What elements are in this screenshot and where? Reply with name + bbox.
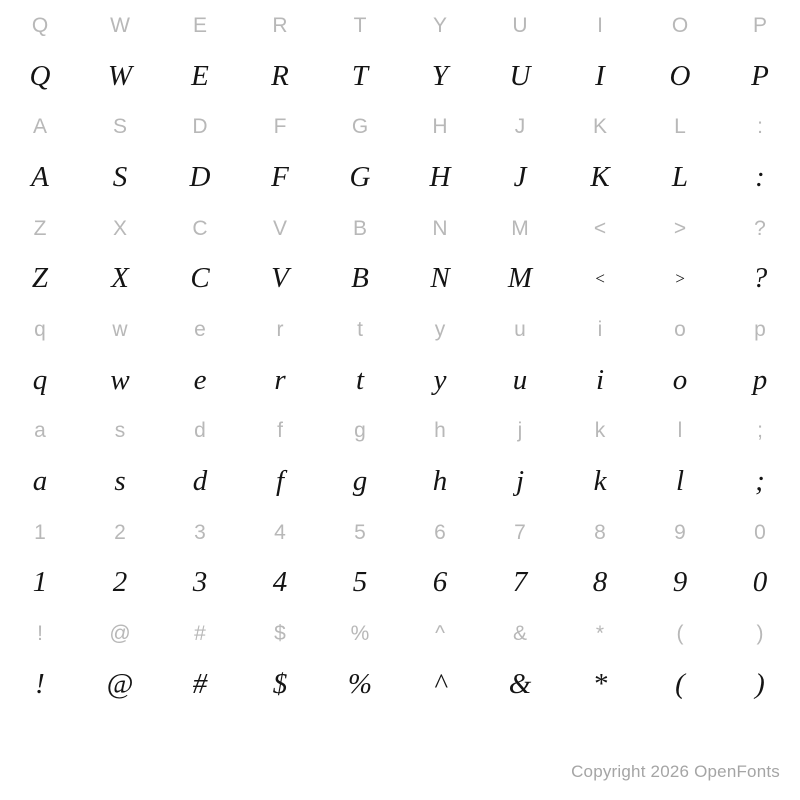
key-label: H	[432, 115, 448, 139]
glyph-sample: E	[191, 59, 209, 92]
key-label: 1	[34, 520, 46, 544]
key-label: r	[276, 317, 284, 341]
glyph-sample: X	[111, 262, 129, 295]
key-label: D	[192, 115, 208, 139]
key-label: @	[109, 622, 131, 646]
glyph-sample: W	[107, 59, 133, 92]
key-label: *	[595, 622, 605, 646]
glyph-sample: !	[35, 667, 45, 700]
key-label: 9	[674, 520, 686, 544]
glyph-sample: p	[752, 363, 768, 396]
glyph-sample: (	[675, 667, 685, 700]
glyph-sample: 8	[592, 566, 608, 599]
key-label: F	[273, 115, 287, 139]
glyph-sample: g	[352, 465, 368, 498]
key-label: 6	[434, 520, 446, 544]
glyph-sample: U	[509, 59, 531, 92]
key-label: P	[752, 13, 767, 37]
key-label: C	[192, 216, 208, 240]
key-label: a	[34, 419, 46, 443]
glyph-sample: l	[675, 465, 685, 498]
key-label: L	[674, 115, 686, 139]
key-label: f	[277, 419, 283, 443]
key-label: $	[274, 622, 286, 646]
key-label: E	[192, 13, 207, 37]
key-label: >	[673, 216, 687, 240]
key-label: N	[432, 216, 448, 240]
glyph-sample: 5	[352, 566, 368, 599]
key-label: B	[352, 216, 367, 240]
glyph-sample: P	[751, 59, 769, 92]
glyph-sample: O	[669, 59, 691, 92]
glyph-sample: i	[595, 363, 605, 396]
glyph-sample: <	[594, 269, 606, 289]
key-label: A	[32, 115, 47, 139]
key-label: q	[34, 317, 46, 341]
key-label: 3	[194, 520, 206, 544]
glyph-sample: S	[112, 160, 128, 193]
copyright-notice: Copyright 2026 OpenFonts	[571, 762, 780, 781]
key-label: i	[597, 317, 603, 341]
key-label: )	[756, 622, 764, 646]
glyph-sample: D	[189, 160, 211, 193]
glyph-sample: k	[593, 465, 607, 498]
key-label: d	[194, 419, 206, 443]
key-label: h	[434, 419, 446, 443]
glyph-sample: h	[432, 465, 448, 498]
key-label: W	[110, 13, 130, 37]
glyph-sample: 3	[192, 566, 208, 599]
key-label: ?	[754, 216, 766, 240]
glyph-sample: ^	[433, 667, 447, 700]
key-label: <	[593, 216, 607, 240]
key-label: u	[514, 317, 526, 341]
glyph-sample: T	[351, 59, 369, 92]
key-label: K	[592, 115, 607, 139]
key-label: %	[350, 622, 370, 646]
key-label: j	[517, 419, 523, 443]
glyph-sample: o	[672, 363, 688, 396]
glyph-sample: J	[513, 160, 527, 193]
key-label: R	[272, 13, 288, 37]
glyph-sample: 0	[752, 566, 768, 599]
glyph-sample: d	[192, 465, 208, 498]
key-label: X	[112, 216, 127, 240]
key-label: o	[674, 317, 686, 341]
key-label: !	[37, 622, 43, 646]
glyph-sample: y	[433, 363, 447, 396]
glyph-sample: e	[193, 363, 207, 396]
glyph-sample: >	[674, 269, 686, 289]
glyph-sample: q	[32, 363, 48, 396]
glyph-sample: I	[595, 59, 605, 92]
key-label: 8	[594, 520, 606, 544]
key-label: p	[754, 317, 766, 341]
glyph-sample: f	[275, 465, 285, 498]
key-label: e	[194, 317, 206, 341]
glyph-sample: 4	[272, 566, 288, 599]
glyph-sample: u	[512, 363, 528, 396]
key-label: G	[351, 115, 369, 139]
key-label: Z	[33, 216, 47, 240]
key-label: M	[511, 216, 529, 240]
glyph-sample: B	[351, 262, 369, 295]
key-label: ;	[757, 419, 763, 443]
glyph-sample: M	[507, 262, 533, 295]
key-label: S	[112, 115, 127, 139]
glyph-sample: Z	[31, 262, 49, 295]
glyph-sample: r	[274, 363, 286, 396]
key-label: &	[512, 622, 527, 646]
key-label: g	[354, 419, 366, 443]
glyph-sample: )	[755, 667, 765, 700]
glyph-sample: 7	[512, 566, 528, 599]
glyph-sample: w	[110, 363, 130, 396]
key-label: :	[757, 115, 763, 139]
key-label: y	[434, 317, 446, 341]
glyph-sample: %	[347, 667, 373, 700]
key-label: Y	[432, 13, 447, 37]
key-label: 4	[274, 520, 286, 544]
key-label: ^	[435, 622, 445, 646]
key-label: #	[194, 622, 206, 646]
glyph-sample: Y	[431, 59, 449, 92]
glyph-sample: $	[272, 667, 288, 700]
glyph-sample: V	[271, 262, 289, 295]
key-label: V	[272, 216, 287, 240]
glyph-sample: H	[429, 160, 451, 193]
glyph-sample: @	[106, 667, 134, 700]
glyph-sample: :	[755, 160, 765, 193]
key-label: s	[114, 419, 126, 443]
key-label: 7	[514, 520, 526, 544]
glyph-sample: ;	[755, 465, 765, 498]
key-label: t	[357, 317, 363, 341]
glyph-sample: 9	[672, 566, 688, 599]
glyph-sample: 6	[432, 566, 448, 599]
key-label: l	[677, 419, 683, 443]
glyph-sample: N	[430, 262, 450, 295]
key-label: I	[597, 13, 603, 37]
glyph-sample: C	[190, 262, 210, 295]
glyph-sample: G	[349, 160, 371, 193]
glyph-sample: &	[508, 667, 532, 700]
glyph-sample: t	[355, 363, 365, 396]
key-label: U	[512, 13, 528, 37]
key-label: (	[676, 622, 684, 646]
glyph-sample: Q	[29, 59, 51, 92]
glyph-sample: R	[271, 59, 289, 92]
glyph-sample: *	[592, 667, 608, 700]
glyph-sample: L	[671, 160, 689, 193]
glyph-sample: 2	[112, 566, 128, 599]
key-label: T	[353, 13, 367, 37]
glyph-sample: #	[192, 667, 208, 700]
key-label: w	[112, 317, 128, 341]
key-label: 0	[754, 520, 766, 544]
key-label: 2	[114, 520, 126, 544]
key-label: Q	[31, 13, 49, 37]
glyph-sample: a	[32, 465, 48, 498]
glyph-sample: K	[590, 160, 610, 193]
key-label: k	[594, 419, 606, 443]
glyph-sample: F	[271, 160, 289, 193]
glyph-sample: j	[515, 465, 525, 498]
key-label: O	[671, 13, 689, 37]
glyph-sample: 1	[32, 566, 48, 599]
key-label: 5	[354, 520, 366, 544]
glyph-sample: s	[114, 465, 126, 498]
glyph-sample: ?	[752, 262, 768, 295]
glyph-sample: A	[31, 160, 49, 193]
key-label: J	[514, 115, 526, 139]
